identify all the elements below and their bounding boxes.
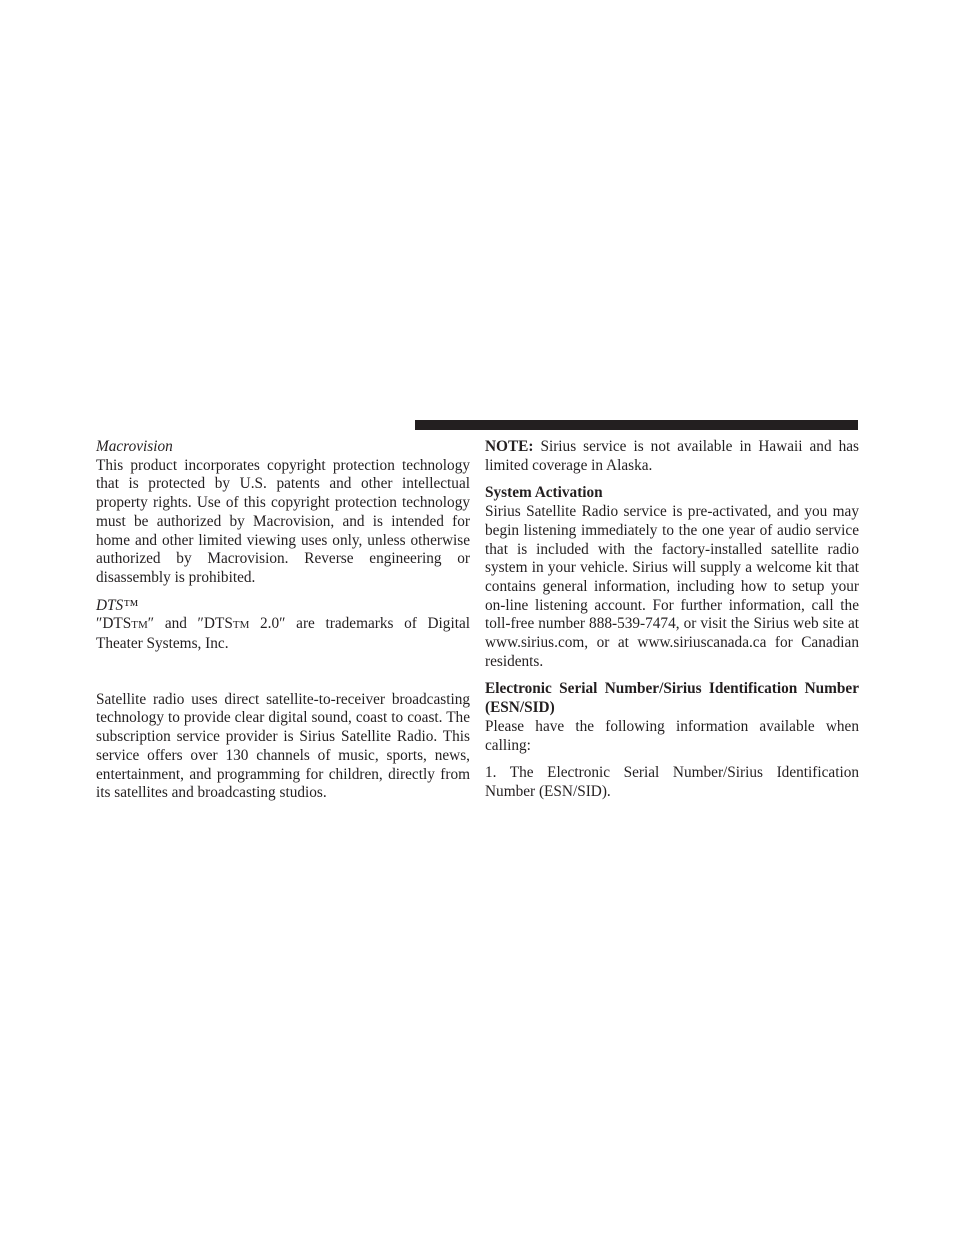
right-column: [485, 438, 859, 802]
system-activation-paragraph: Sirius Satellite Radio service is pre-activated, and you may begin listening immediately to the one year of audio service that is included with the factory-installed satellite radio system in your vehicle. Sirius will supply a welcome kit that contains general information, including how to setup your on-line listening account. For further information, call the toll-free number 888-539-7474, or visit the Sirius web site at www.sirius.com, or at www.siriuscanada.ca for Canadian residents.: [485, 503, 859, 670]
spacer: [485, 671, 859, 680]
note-paragraph: [485, 438, 859, 475]
note-text: Sirius service is not available in Hawaii and has limited coverage in Alaska.: [485, 438, 859, 474]
esn-sid-heading: Electronic Serial Number/Sirius Identification Number (ESN/SID): [485, 680, 859, 717]
esn-sid-paragraph: Please have the following information available when calling:: [485, 717, 859, 754]
spacer: [96, 654, 470, 691]
spacer: [96, 588, 470, 597]
section-header-bar: [415, 420, 858, 430]
dts-text-mid: ″ and ″DTS: [147, 615, 233, 633]
trademark-mark: TM: [131, 619, 148, 632]
macrovision-heading: Macrovision: [96, 438, 173, 455]
spacer: [485, 475, 859, 484]
esn-sid-list-item: 1. The Electronic Serial Number/Sirius Identification Number (ESN/SID).: [485, 764, 859, 800]
satellite-radio-paragraph: Satellite radio uses direct satellite-to-receiver broadcasting technology to provide clear digital sound, coast to coast. The subscription service provider is Sirius Satellite Radio. This service offers over 130 channels of music, sports, news, entertainment, and programming for children, directly from its satellites and broadcasting studios.: [96, 690, 470, 802]
spacer: [485, 755, 859, 764]
dts-text-prefix: ″DTS: [96, 615, 132, 633]
note-label: NOTE:: [485, 438, 534, 455]
dts-paragraph: [96, 615, 470, 653]
left-column: [96, 438, 470, 803]
dts-text-suffix: 2.0″ are trademarks of Digital Theater Systems, Inc.: [96, 615, 470, 653]
macrovision-paragraph: This product incorporates copyright protection technology that is protected by U.S. patents and other intellectual property rights. Use of this copyright protection technology must be authorized by Macrovision, and is intended for home and other limited viewing uses only, unless otherwise authorized by Macrovision. Reverse engineering or disassembly is prohibited.: [96, 456, 470, 586]
system-activation-heading: System Activation: [485, 484, 603, 502]
trademark-mark: TM: [232, 619, 250, 632]
dts-heading: DTS™: [96, 596, 139, 614]
